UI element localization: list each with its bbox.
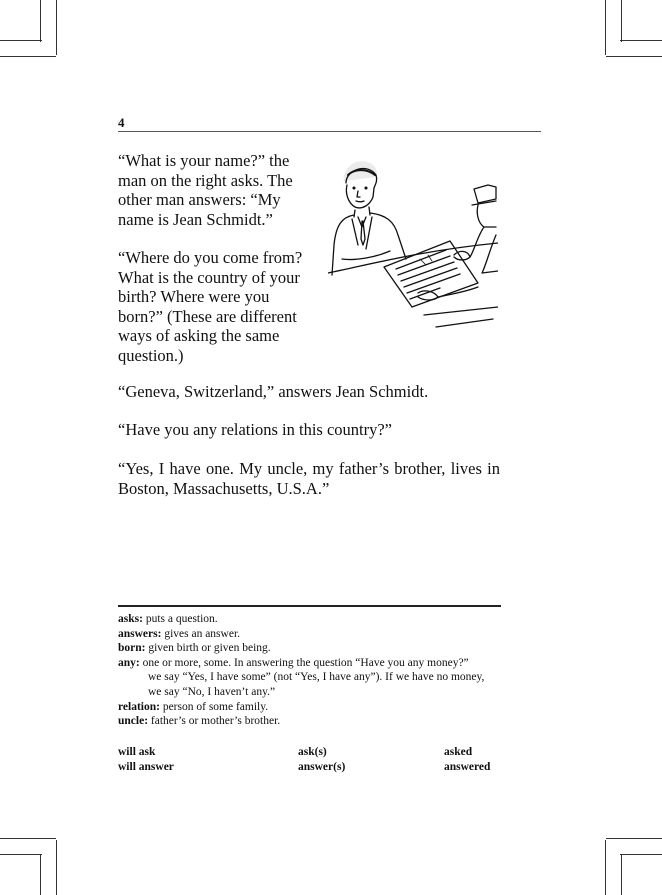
- crop-mark: [40, 855, 41, 895]
- paragraph: “What is your name?” the man on the right asks. The other man answers: “My name is Jean Schmidt.”: [118, 151, 293, 229]
- glossary-entry: [118, 656, 503, 671]
- glossary-term: uncle:: [118, 715, 149, 728]
- verb-forms-table: [118, 745, 503, 774]
- crop-mark: [605, 840, 606, 895]
- past-form: answered: [444, 760, 491, 773]
- glossary-entry: [118, 700, 503, 715]
- glossary-definition: puts a question.: [142, 613, 218, 625]
- glossary-entry: [118, 641, 503, 656]
- crop-mark: [56, 840, 57, 895]
- present-form: answer(s): [298, 760, 346, 773]
- past-form: asked: [444, 746, 473, 758]
- glossary: [118, 612, 503, 729]
- crop-mark: [0, 838, 56, 839]
- verb-forms-row: [118, 760, 503, 775]
- future-form: will ask: [118, 746, 156, 758]
- glossary-term: any:: [118, 656, 140, 669]
- future-form: will answer: [118, 760, 174, 773]
- interview-illustration: [328, 155, 498, 335]
- glossary-term: born:: [118, 642, 146, 655]
- glossary-definition: father’s or mother’s brother.: [148, 715, 281, 728]
- glossary-entry: [118, 627, 503, 642]
- glossary-continuation: we say “Yes, I have some” (not “Yes, I have any”). If we have no money,: [148, 671, 485, 684]
- verb-forms-row: [118, 745, 503, 760]
- glossary-definition: person of some family.: [159, 700, 269, 713]
- dialogue-paragraph: [118, 382, 500, 402]
- crop-mark: [0, 40, 42, 41]
- glossary-continuation: we say “No, I haven’t any.”: [148, 685, 276, 698]
- intro-column: [118, 151, 310, 384]
- crop-mark: [620, 854, 662, 855]
- crop-mark: [606, 838, 662, 839]
- crop-mark: [0, 56, 56, 57]
- glossary-definition: gives an answer.: [161, 627, 241, 640]
- crop-mark: [40, 0, 41, 42]
- crop-mark: [606, 56, 662, 57]
- crop-mark: [605, 0, 606, 55]
- header-rule: [118, 131, 541, 132]
- glossary-definition: given birth or given being.: [145, 642, 271, 655]
- glossary-entry: [118, 612, 503, 627]
- glossary-term: relation:: [118, 700, 160, 713]
- paragraph: “Yes, I have one. My uncle, my father’s brother, lives in Boston, Massachusetts, U.S.A.”: [118, 459, 500, 498]
- crop-mark: [621, 855, 622, 895]
- dialogue-paragraph: [118, 459, 500, 498]
- dialogue-paragraph: [118, 420, 500, 440]
- crop-mark: [56, 0, 57, 55]
- paragraph: “Geneva, Switzerland,” answers Jean Schmidt.: [118, 382, 429, 401]
- glossary-entry: [118, 714, 503, 729]
- crop-mark: [0, 854, 42, 855]
- present-form: ask(s): [298, 746, 327, 758]
- crop-mark: [621, 0, 622, 42]
- glossary-definition: one or more, some. In answering the question “Have you any money?”: [139, 656, 469, 669]
- glossary-term: answers:: [118, 627, 162, 640]
- glossary-rule: [118, 605, 501, 607]
- paragraph: “Where do you come from? What is the country of your birth? Where were you born?” (These are different ways of asking the same question.): [118, 248, 303, 365]
- page-number: 4: [118, 115, 125, 130]
- glossary-term: asks:: [118, 613, 143, 625]
- crop-mark: [620, 40, 662, 41]
- paragraph: “Have you any relations in this country?”: [118, 420, 392, 439]
